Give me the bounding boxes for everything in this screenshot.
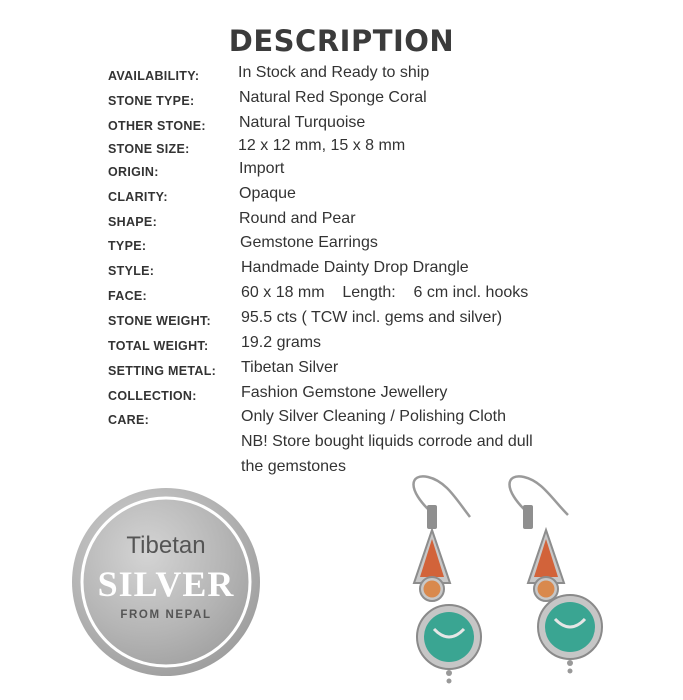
spec-row-type bbox=[0, 234, 683, 256]
spec-row-availability bbox=[0, 64, 683, 86]
spec-label: SETTING METAL: bbox=[108, 364, 217, 378]
care-note: the gemstones bbox=[241, 458, 346, 475]
spec-row-face bbox=[0, 284, 683, 306]
tibetan-silver-badge bbox=[71, 487, 261, 677]
badge-line-3: FROM NEPAL bbox=[120, 609, 212, 621]
badge-line-2: SILVER bbox=[97, 564, 235, 604]
spec-row-style bbox=[0, 259, 683, 281]
right-earring bbox=[510, 476, 603, 673]
care-note-row bbox=[0, 433, 683, 455]
spec-label: AVAILABILITY: bbox=[108, 69, 200, 83]
spec-value: Gemstone Earrings bbox=[240, 234, 378, 251]
spec-label: TOTAL WEIGHT: bbox=[108, 339, 209, 353]
spec-label: STONE SIZE: bbox=[108, 142, 190, 156]
spec-row-collection bbox=[0, 384, 683, 406]
coral-round bbox=[424, 581, 441, 598]
left-earring bbox=[414, 476, 482, 683]
spec-value: 95.5 cts ( TCW incl. gems and silver) bbox=[241, 309, 503, 326]
spec-value: 60 x 18 mm Length: 6 cm incl. hooks bbox=[241, 284, 529, 301]
spec-value: Natural Turquoise bbox=[239, 114, 366, 131]
spec-label: OTHER STONE: bbox=[108, 119, 206, 133]
spec-label: COLLECTION: bbox=[108, 389, 197, 403]
spec-row-stone-weight bbox=[0, 309, 683, 331]
spec-row-care bbox=[0, 408, 683, 430]
spec-value: Fashion Gemstone Jewellery bbox=[241, 384, 448, 401]
page-title: DESCRIPTION bbox=[228, 24, 455, 58]
spec-row-total-weight bbox=[0, 334, 683, 356]
spec-label: STONE TYPE: bbox=[108, 94, 195, 108]
spec-value: 19.2 grams bbox=[241, 334, 322, 351]
spec-value: Only Silver Cleaning / Polishing Cloth bbox=[241, 408, 507, 425]
spec-row-setting-metal bbox=[0, 359, 683, 381]
spec-label: SHAPE: bbox=[108, 215, 158, 229]
spec-value: In Stock and Ready to ship bbox=[238, 64, 430, 81]
spec-label: STONE WEIGHT: bbox=[108, 314, 211, 328]
spec-value: Round and Pear bbox=[239, 210, 356, 227]
spec-row-stone-type bbox=[0, 89, 683, 111]
spec-row-other-stone bbox=[0, 114, 683, 136]
coral-round bbox=[538, 581, 555, 598]
spec-label: STYLE: bbox=[108, 264, 155, 278]
badge-line-1: Tibetan bbox=[126, 532, 206, 559]
spec-value: Import bbox=[239, 160, 285, 177]
care-note: NB! Store bought liquids corrode and dull bbox=[241, 433, 533, 450]
spec-row-stone-size bbox=[0, 137, 683, 159]
spec-label: ORIGIN: bbox=[108, 165, 159, 179]
spec-value: Handmade Dainty Drop Drangle bbox=[241, 259, 469, 276]
spec-value: Tibetan Silver bbox=[241, 359, 339, 376]
earrings-product-image bbox=[400, 455, 620, 690]
spec-value: 12 x 12 mm, 15 x 8 mm bbox=[238, 137, 406, 154]
spec-row-shape bbox=[0, 210, 683, 232]
spec-row-origin bbox=[0, 160, 683, 182]
spec-value: Natural Red Sponge Coral bbox=[239, 89, 427, 106]
spec-value: Opaque bbox=[239, 185, 296, 202]
spec-label: TYPE: bbox=[108, 239, 147, 253]
spec-label: FACE: bbox=[108, 289, 147, 303]
spec-label: CLARITY: bbox=[108, 190, 168, 204]
spec-label: CARE: bbox=[108, 413, 150, 427]
spec-row-clarity bbox=[0, 185, 683, 207]
